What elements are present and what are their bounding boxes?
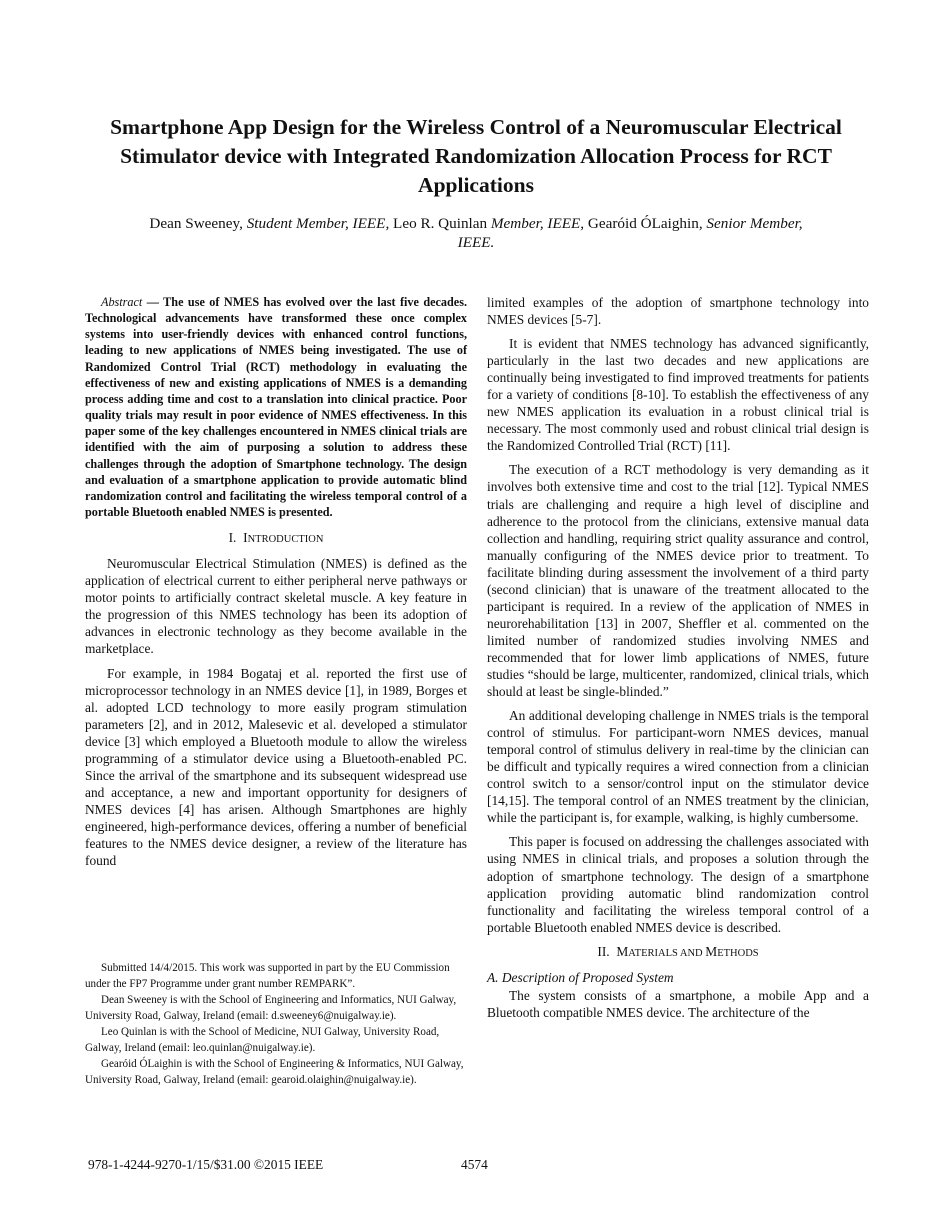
body-paragraph: The system consists of a smartphone, a mobile App and a Bluetooth compatible NMES device. The architecture of the bbox=[487, 987, 869, 1020]
body-paragraph: For example, in 1984 Bogataj et al. reported the first use of microprocessor technology in an NMES device [1], in 1989, Borges et al. adopted LCD technology to more easily program stimulation parameters [2], and in 2012, Malesevic et al. developed a stimulator device [3] which employed a Bluetooth module to allow the wireless programming of a stimulator device using a Bluetooth-enabled PC. Since the arrival of the smartphone and its subsequent widespread use and acceptance, a new and important opportunity for designers of NMES devices [4] has arisen. Although Smartphones are highly engineered, high-performance devices, offering a number of beneficial features to the NMES device designer, a review of the literature has found bbox=[85, 665, 467, 869]
footnote: Dean Sweeney is with the School of Engineering and Informatics, NUI Galway, University Road, Galway, Ireland (email: d.sweeney6@nuigalway.ie). bbox=[85, 994, 457, 1022]
section-heading-introduction bbox=[85, 529, 467, 548]
body-paragraph: An additional developing challenge in NMES trials is the temporal control of stimulus. For participant-worn NMES devices, manual temporal control of stimulus delivery in real-time by the clinician can be difficult and typically requires a wired connection from a clinician control switch to a sensor/control input on the stimulator device [14,15]. The temporal control of an NMES treatment by the clinician, while the participant is, for example, walking, is highly cumbersome. bbox=[487, 708, 869, 826]
section-number: II. bbox=[597, 943, 610, 959]
abstract bbox=[85, 294, 467, 520]
left-column bbox=[85, 294, 467, 876]
body-paragraph: The execution of a RCT methodology is very demanding as it involves both extensive time and cost to the trial [12]. Typical NMES trials are challenging and require a high level of discipline and adherence to the protocol from the clinicians, extensive manual data collection and handling, requiring strict quality assurance and control, manually configuring of the NMES device prior to treatment. To facilitate blinding during assessment the involvement of a third party (second clinician) that is unaware of the treatment allocated to the participant is required. In a review of the application of NMES in neurorehabilitation [13] in 2007, Sheffler et al. commented on the limited number of randomized studies involving NMES and recommended that for lower limb applications of NMES, future studies “should be large, multicenter, randomized, clinical trials, which should at least be single-blinded.” bbox=[487, 462, 869, 700]
footnotes bbox=[85, 960, 467, 1088]
body-paragraph: limited examples of the adoption of smartphone technology into NMES devices [5-7]. bbox=[487, 295, 869, 328]
section-initial: I bbox=[243, 530, 248, 546]
section-title-rest: ATERIALS AND bbox=[628, 947, 706, 959]
section-initial: M bbox=[616, 943, 629, 959]
page-number: 4574 bbox=[461, 1157, 488, 1172]
paper-title: Smartphone App Design for the Wireless Control of a Neuromuscular Electrical Stimulator device with Integrated Randomization Allocation Process for RCT Applications bbox=[110, 115, 842, 197]
author-name: Gearóid ÓLaighin, bbox=[584, 215, 707, 232]
author-name: Leo R. Quinlan bbox=[389, 215, 491, 232]
footnote: Leo Quinlan is with the School of Medicine, NUI Galway, University Road, Galway, Ireland (email: leo.quinlan@nuigalway.ie). bbox=[85, 1026, 440, 1054]
footnote: Submitted 14/4/2015. This work was supported in part by the EU Commission under the FP7 Programme under grant number REMPARK”. bbox=[85, 962, 450, 990]
body-paragraph: It is evident that NMES technology has advanced significantly, particularly in the last two decades and new applications are continually being investigated to find improved treatments for patients for a variety of conditions [8-10]. To establish the effectiveness of any new NMES application its evaluation in a robust clinical trial is necessary. The most commonly used and robust clinical trial design is the Randomized Controlled Trial (RCT) [11]. bbox=[487, 336, 869, 454]
author-list bbox=[130, 214, 822, 252]
footer-isbn: 978-1-4244-9270-1/15/$31.00 ©2015 IEEE bbox=[88, 1157, 324, 1172]
footnote: Gearóid ÓLaighin is with the School of Engineering & Informatics, NUI Galway, University Road, Galway, Ireland (email: gearoid.olaighin@nuigalway.ie). bbox=[85, 1058, 464, 1086]
author-role: Member, IEEE, bbox=[490, 215, 585, 232]
author-name: Dean Sweeney, bbox=[149, 215, 247, 232]
section-initial: M bbox=[705, 943, 718, 959]
abstract-dash: — bbox=[142, 295, 164, 309]
section-title-rest: ETHODS bbox=[717, 947, 759, 959]
right-column bbox=[487, 294, 869, 1028]
author-role: Senior Member, IEEE. bbox=[457, 215, 803, 251]
section-title-rest: NTRODUCTION bbox=[247, 534, 324, 546]
section-heading-methods bbox=[487, 943, 869, 962]
body-paragraph: Neuromuscular Electrical Stimulation (NMES) is defined as the application of electrical current to either peripheral nerve pathways or motor points to artificially contract skeletal muscle. A key feature in the progression of this NMES technology has been its adoption of advances in electronic technology as they become available in the marketplace. bbox=[85, 556, 467, 657]
subsection-heading: A. Description of Proposed System bbox=[487, 969, 674, 985]
body-paragraph: This paper is focused on addressing the challenges associated with using NMES in clinical trials, and proposes a solution through the adoption of smartphone technology. The design of a smartphone application providing automatic blind randomization control functionality and facilitating the wireless temporal control of a portable Bluetooth enabled NMES device is described. bbox=[487, 834, 869, 935]
section-number: I. bbox=[228, 530, 237, 546]
abstract-label: Abstract bbox=[101, 295, 143, 309]
author-role: Student Member, IEEE, bbox=[246, 215, 390, 232]
abstract-text: The use of NMES has evolved over the last five decades. Technological advancements have transformed these once complex systems into user-friendly devices with enhanced control functions, leading to new applications of NMES being investigated. The use of Randomized Control Trial (RCT) methodology in evaluating the effectiveness of new and existing applications of NMES is a demanding process adding time and cost to a translation into clinical practice. Poor quality trials may result in poor evidence of NMES effectiveness. In this paper some of the key challenges encountered in NMES clinical trials are identified with the aim of purposing a solution to address these challenges through the adoption of Smartphone technology. The design and evaluation of a smartphone application to provide automatic blind randomization control and facilitating the wireless temporal control of a portable Bluetooth enabled NMES is presented. bbox=[85, 295, 468, 520]
